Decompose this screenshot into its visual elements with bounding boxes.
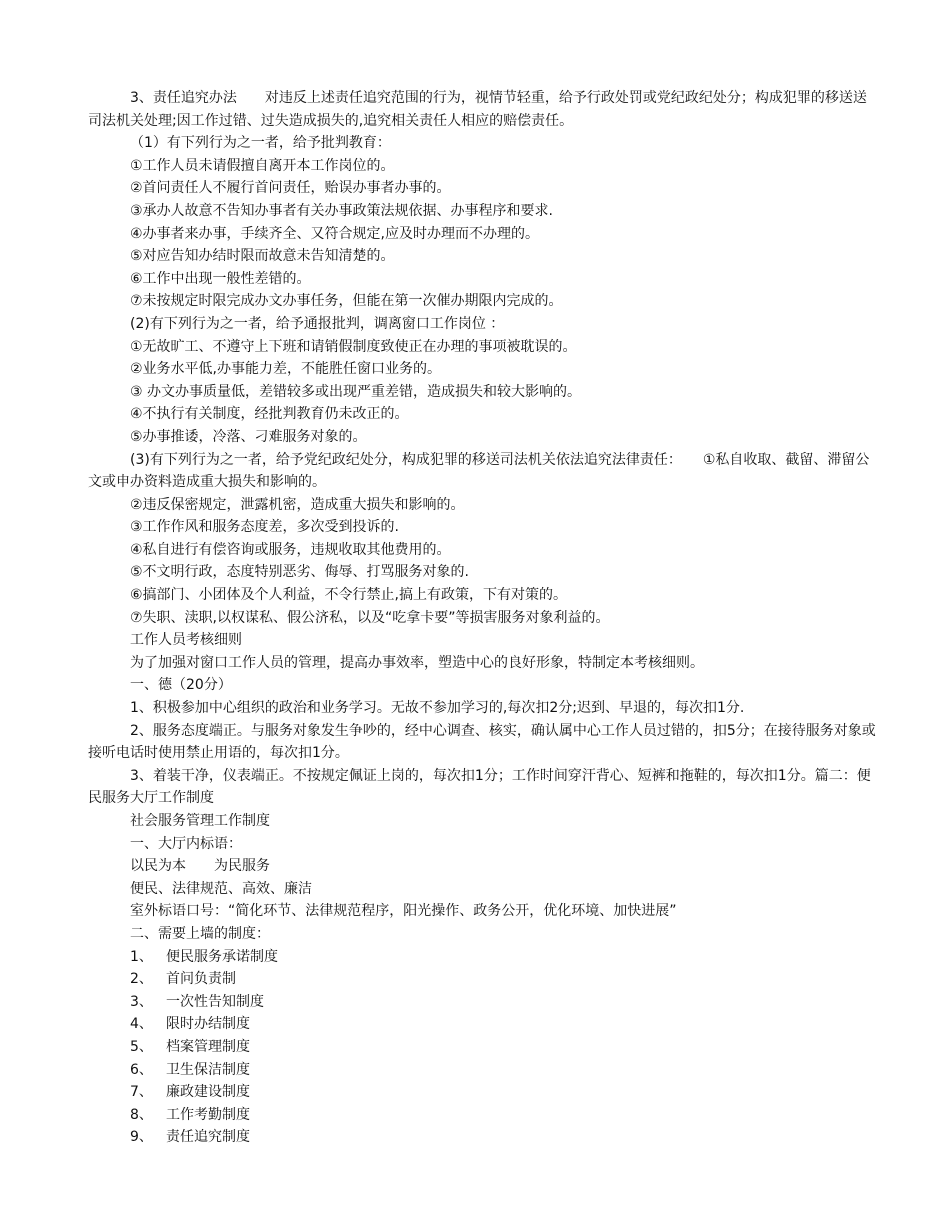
wall-rule-text: 限时办结制度 — [166, 1016, 250, 1033]
wall-rule-number: 2、 — [130, 971, 153, 988]
group3-item: ⑤不文明行政，态度特别恶劣、侮辱、打骂服务对象的. — [130, 564, 469, 581]
group2-item: ④不执行有关制度，经批判教育仍未改正的。 — [130, 406, 409, 423]
wall-rule-item — [88, 1059, 880, 1082]
wall-rule-text: 卫生保洁制度 — [166, 1061, 250, 1078]
group3-title: (3)有下列行为之一者，给予党纪政纪处分，构成犯罪的移送司法机关依法追究法律责任： ①私自收取、截留、滞留公文或申办资料造成重大损失和影响的。 — [88, 451, 870, 491]
wall-rule-number: 7、 — [130, 1084, 153, 1101]
wall-rule-number: 1、 — [130, 948, 153, 965]
wall-rule-text: 档案管理制度 — [166, 1038, 250, 1055]
group3-item: ⑦失职、渎职,以权谋私、假公济私，以及“吃拿卡要”等损害服务对象利益的。 — [130, 609, 610, 626]
wall-rule-number: 3、 — [130, 993, 153, 1010]
outdoor-slogan: 室外标语口号：“简化环节、法律规范程序，阳光操作、政务公开，优化环境、加快进展” — [130, 903, 677, 920]
wall-rule-item — [88, 1013, 880, 1036]
wall-rule-text: 责任追究制度 — [166, 1129, 250, 1146]
wall-rule-number: 9、 — [130, 1129, 153, 1146]
wall-rules-title: 二、需要上墙的制度： — [130, 925, 270, 942]
group3-item: ③工作作风和服务态度差，多次受到投诉的. — [130, 519, 399, 536]
group2-item: ⑤办事推诿，冷落、刁难服务对象的。 — [130, 428, 367, 445]
group1-item: ③承办人故意不告知办事者有关办事政策法规依据、办事程序和要求. — [130, 202, 553, 219]
wall-rule-number: 8、 — [130, 1106, 153, 1123]
wall-rule-item — [88, 1081, 880, 1104]
slogans-title: 一、大厅内标语： — [130, 835, 242, 852]
group1-item: ⑤对应告知办结时限而故意未告知清楚的。 — [130, 248, 395, 265]
assessment-intro: 为了加强对窗口工作人员的管理，提高办事效率，塑造中心的良好形象，特制定本考核细则。 — [130, 654, 704, 671]
wall-rule-text: 一次性告知制度 — [166, 993, 264, 1010]
wall-rule-item — [88, 1104, 880, 1127]
wall-rule-item — [88, 1036, 880, 1059]
wall-rule-text: 便民服务承诺制度 — [166, 948, 278, 965]
group1-item: ⑦未按规定时限完成办文办事任务，但能在第一次催办期限内完成的。 — [130, 293, 563, 310]
slogan-line: 便民、法律规范、高效、廉洁 — [130, 880, 312, 897]
group1-item: ②首问责任人不履行首问责任，贻误办事者办事的。 — [130, 180, 451, 197]
group3-item: ②违反保密规定，泄露机密，造成重大损失和影响的。 — [130, 496, 465, 513]
wall-rule-text: 工作考勤制度 — [166, 1106, 250, 1123]
wall-rule-item — [88, 968, 880, 991]
wall-rule-item — [88, 946, 880, 969]
group2-item: ②业务水平低,办事能力差，不能胜任窗口业务的。 — [130, 361, 441, 378]
assessment-rule: 1、积极参加中心组织的政治和业务学习。无故不参加学习的,每次扣2分;迟到、早退的，每次扣1分. — [130, 700, 745, 717]
wall-rule-number: 4、 — [130, 1016, 153, 1033]
wall-rule-text: 廉政建设制度 — [166, 1084, 250, 1101]
group2-item: ③ 办文办事质量低，差错较多或出现严重差错，造成损失和较大影响的。 — [130, 383, 581, 400]
wall-rule-number: 6、 — [130, 1061, 153, 1078]
virtue-title: 一、德（20分） — [130, 677, 232, 694]
group2-item: ①无故旷工、不遵守上下班和请销假制度致使正在办理的事项被耽误的。 — [130, 338, 577, 355]
assessment-title: 工作人员考核细则 — [130, 632, 242, 649]
group1-item: ⑥工作中出现一般性差错的。 — [130, 270, 311, 287]
assessment-rule: 2、服务态度端正。与服务对象发生争吵的，经中心调查、核实，确认属中心工作人员过错的，扣5分；在接待服务对象或接听电话时使用禁止用语的，每次扣1分。 — [88, 722, 876, 762]
hall-title: 社会服务管理工作制度 — [130, 813, 270, 829]
assessment-rule: 3、着装干净，仪表端正。不按规定佩证上岗的，每次扣1分；工作时间穿汗背心、短裤和拖鞋的，每次扣1分。篇二：便民服务大厅工作制度 — [88, 767, 871, 807]
group3-item: ④私自进行有偿咨询或服务，违规收取其他费用的。 — [130, 541, 451, 558]
wall-rule-item — [88, 1126, 880, 1149]
wall-rule-number: 5、 — [130, 1038, 153, 1055]
group1-item: ①工作人员未请假擅自离开本工作岗位的。 — [130, 157, 395, 174]
slogan-line: 以民为本 为民服务 — [130, 858, 270, 875]
responsibility-intro: 3、责任追究办法 对违反上述责任追究范围的行为，视情节轻重，给予行政处罚或党纪政纪处分；构成犯罪的移送送司法机关处理;因工作过错、过失造成损失的,追究相关责任人相应的赔偿责任。 — [88, 90, 867, 129]
wall-rule-text: 首问负责制 — [166, 971, 236, 988]
wall-rule-item — [88, 991, 880, 1014]
group2-title: (2)有下列行为之一者，给予通报批判，调离窗口工作岗位 ： — [130, 315, 505, 332]
group1-title: （1）有下列行为之一者，给予批判教育： — [130, 135, 391, 152]
group1-item: ④办事者来办事，手续齐全、又符合规定,应及时办理而不办理的。 — [130, 225, 539, 242]
group3-item: ⑥搞部门、小团体及个人利益，不令行禁止,搞上有政策，下有对策的。 — [130, 587, 567, 604]
